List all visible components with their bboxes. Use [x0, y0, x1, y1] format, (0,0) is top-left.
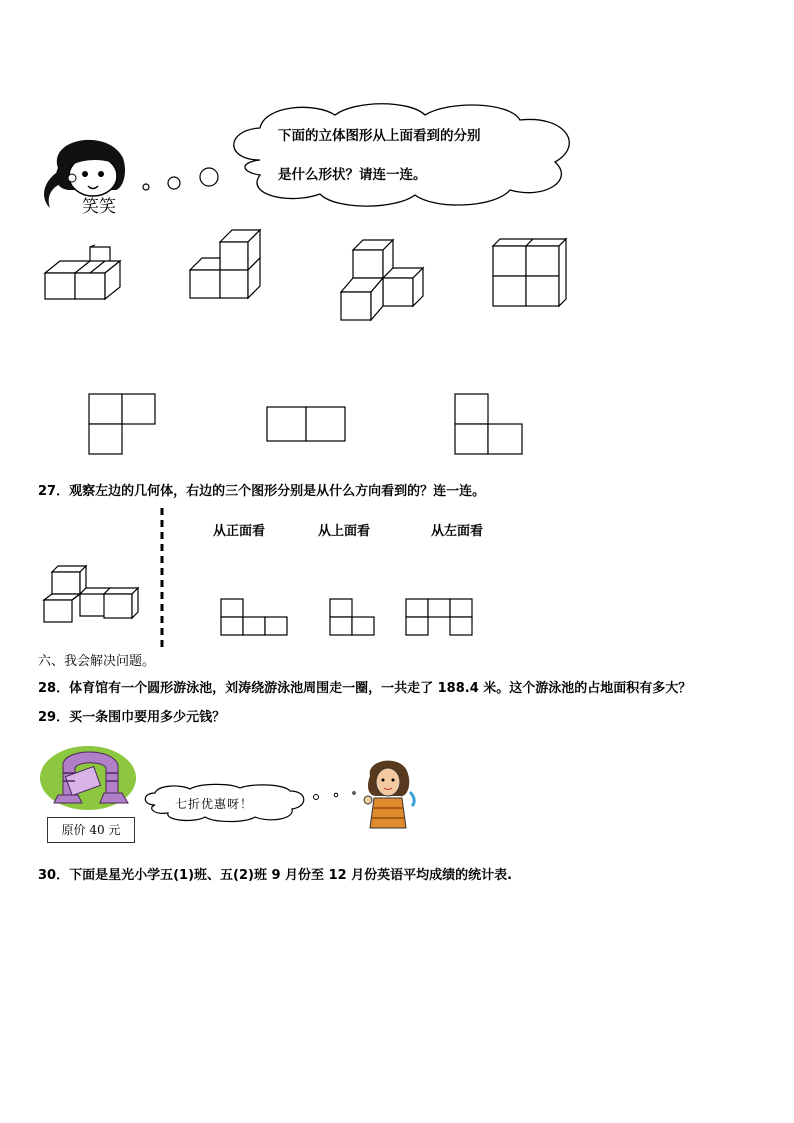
- bubble-line-1: 下面的立体图形从上面看到的分别: [278, 128, 481, 144]
- top-view-b: [266, 406, 348, 444]
- label-front-view: 从正面看: [213, 524, 266, 539]
- dashed-divider: [160, 508, 164, 648]
- solid-figure-4: [490, 236, 570, 310]
- original-price-box: 原价 40 元: [47, 817, 135, 843]
- q27-solid-figure: [40, 564, 144, 622]
- top-view-c: [454, 393, 526, 457]
- speech-dots: [312, 785, 362, 805]
- q27-view-grid-1: [220, 598, 290, 638]
- section-6-title: 六、我会解决问题。: [38, 654, 156, 669]
- label-left-view: 从左面看: [431, 524, 484, 539]
- thought-cloud: [220, 100, 580, 210]
- question-29: 29．买一条围巾要用多少元钱？: [38, 710, 226, 725]
- question-28: 28．体育馆有一个圆形游泳池，刘涛绕游泳池周围走一圈，一共走了 188.4 米。这个游泳池的占地面积有多大？: [38, 681, 692, 696]
- solid-figure-1: [40, 245, 125, 305]
- thought-bubbles: [140, 165, 220, 195]
- solid-figure-2: [187, 226, 267, 302]
- q27-view-grid-2: [329, 598, 377, 638]
- question-27: 27．观察左边的几何体，右边的三个图形分别是从什么方向看到的？连一连。: [38, 484, 486, 499]
- speech-text: 七折优惠呀！: [175, 797, 254, 811]
- bubble-line-2: 是什么形状？请连一连。: [278, 167, 427, 183]
- question-30: 30．下面是星光小学五(1)班、五(2)班 9 月份至 12 月份英语平均成绩的统计表.: [38, 868, 513, 883]
- top-view-a: [88, 393, 158, 457]
- scarf-illustration: [38, 743, 138, 813]
- girl-cartoon: [356, 756, 420, 831]
- label-top-view: 从上面看: [318, 524, 371, 539]
- q27-view-grid-3: [405, 598, 475, 638]
- solid-figure-3: [338, 236, 428, 324]
- character-name: 笑笑: [82, 197, 116, 217]
